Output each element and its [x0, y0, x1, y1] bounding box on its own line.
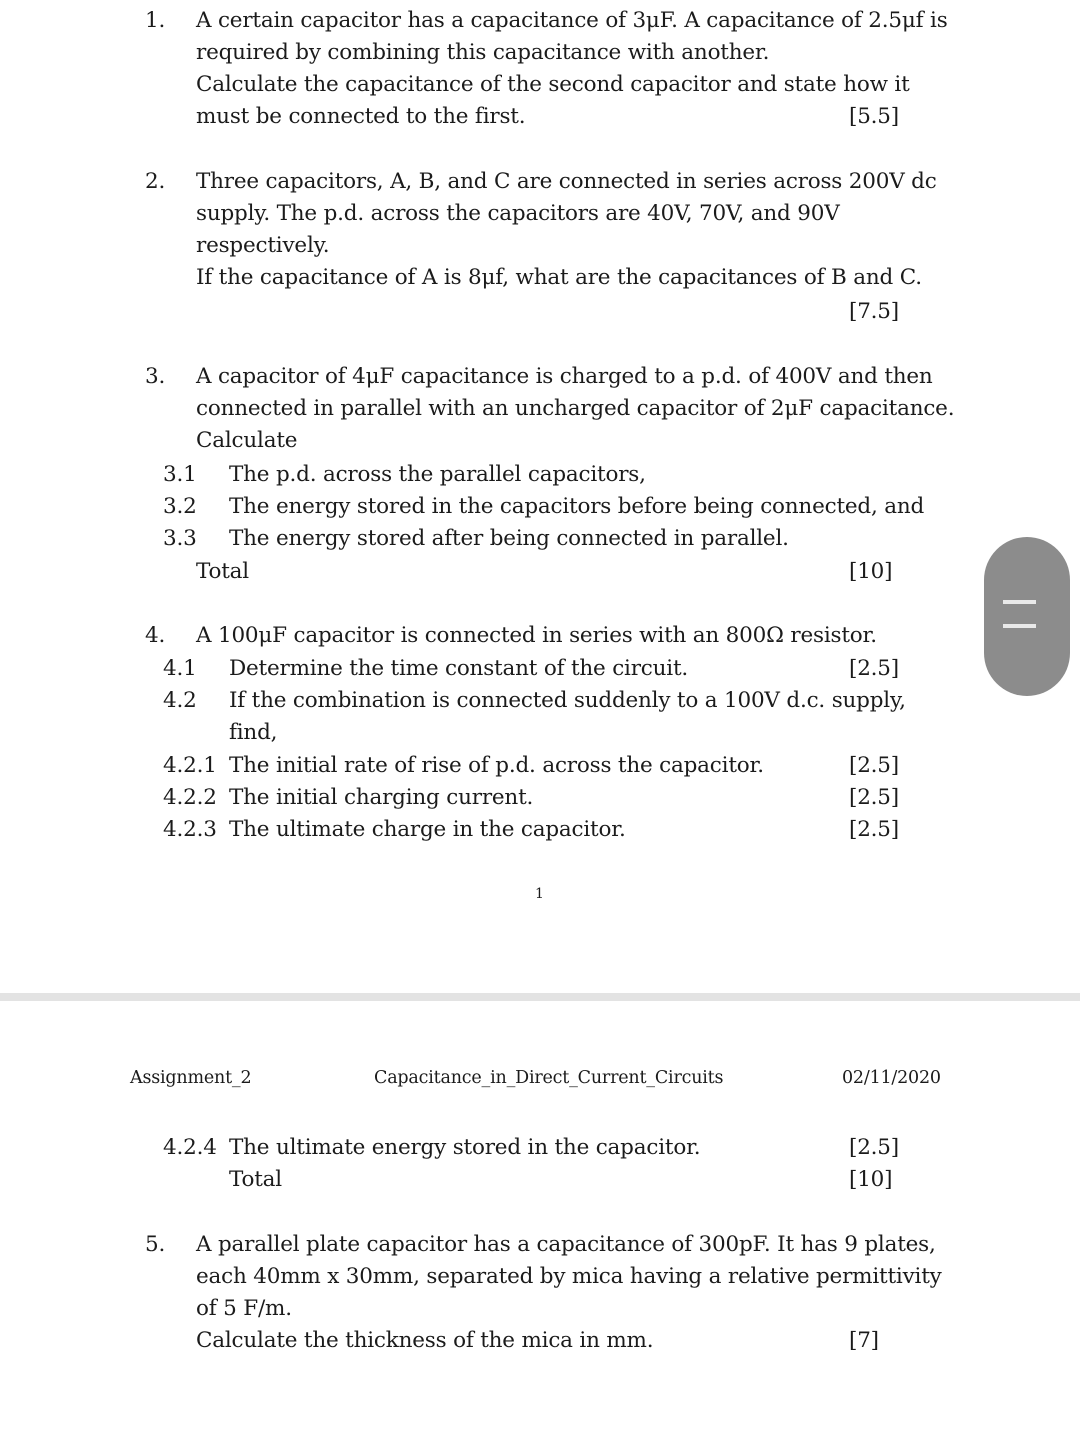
- total-label: Total: [196, 559, 249, 584]
- question-text-line: Calculate: [196, 428, 298, 453]
- sub-question-text: The energy stored after being connected in parallel.: [229, 526, 789, 551]
- page-number: 1: [535, 886, 544, 902]
- sub-question-number: 4.2.1: [163, 753, 217, 778]
- question-text-line: Calculate the thickness of the mica in mm.: [196, 1328, 654, 1353]
- question-text-line: supply. The p.d. across the capacitors are 40V, 70V, and 90V: [196, 201, 840, 226]
- sub-question-number: 4.1: [163, 656, 197, 681]
- question-text-line: Three capacitors, A, B, and C are connected in series across 200V dc: [196, 169, 937, 194]
- question-text-line: Calculate the capacitance of the second capacitor and state how it: [196, 72, 910, 97]
- question-text-line: of 5 F/m.: [196, 1296, 292, 1321]
- question-text-line: If the capacitance of A is 8μf, what are the capacitances of B and C.: [196, 265, 922, 290]
- marks-label: [2.5]: [849, 753, 899, 778]
- marks-label: [2.5]: [849, 817, 899, 842]
- question-text-line: A parallel plate capacitor has a capacitance of 300pF. It has 9 plates,: [196, 1232, 936, 1257]
- header-title: Capacitance_in_Direct_Current_Circuits: [374, 1068, 724, 1088]
- question-number: 4.: [145, 623, 166, 648]
- marks-label: [10]: [849, 559, 893, 584]
- marks-label: [5.5]: [849, 104, 899, 129]
- question-text-line: each 40mm x 30mm, separated by mica having a relative permittivity: [196, 1264, 942, 1289]
- marks-label: [7]: [849, 1328, 879, 1353]
- sub-question-text: If the combination is connected suddenly to a 100V d.c. supply,: [229, 688, 906, 713]
- sub-question-number: 4.2.3: [163, 817, 217, 842]
- scroll-handle[interactable]: [984, 537, 1070, 696]
- sub-question-number: 3.1: [163, 462, 197, 487]
- marks-label: [7.5]: [849, 299, 899, 324]
- marks-label: [10]: [849, 1167, 893, 1192]
- sub-question-text: The ultimate charge in the capacitor.: [229, 817, 626, 842]
- page-separator: [0, 993, 1080, 1001]
- question-number: 1.: [145, 8, 166, 33]
- sub-question-number: 3.2: [163, 494, 197, 519]
- marks-label: [2.5]: [849, 1135, 899, 1160]
- grip-line-icon: [1003, 600, 1036, 604]
- grip-line-icon: [1003, 624, 1036, 628]
- sub-question-text: The p.d. across the parallel capacitors,: [229, 462, 646, 487]
- question-text-line: must be connected to the first.: [196, 104, 526, 129]
- header-assignment: Assignment_2: [130, 1068, 252, 1088]
- sub-question-number: 4.2: [163, 688, 197, 713]
- question-text-line: A capacitor of 4μF capacitance is charged to a p.d. of 400V and then: [196, 364, 933, 389]
- question-number: 5.: [145, 1232, 166, 1257]
- question-text-line: A 100μF capacitor is connected in series with an 800Ω resistor.: [196, 623, 877, 648]
- header-date: 02/11/2020: [842, 1068, 941, 1088]
- question-text-line: A certain capacitor has a capacitance of 3μF. A capacitance of 2.5μf is: [196, 8, 948, 33]
- question-number: 2.: [145, 169, 166, 194]
- sub-question-number: 4.2.2: [163, 785, 217, 810]
- sub-question-number: 4.2.4: [163, 1135, 217, 1160]
- sub-question-text: The ultimate energy stored in the capacitor.: [229, 1135, 701, 1160]
- sub-question-text: The initial rate of rise of p.d. across the capacitor.: [229, 753, 764, 778]
- question-text-line: required by combining this capacitance with another.: [196, 40, 770, 65]
- sub-question-number: 3.3: [163, 526, 197, 551]
- marks-label: [2.5]: [849, 785, 899, 810]
- marks-label: [2.5]: [849, 656, 899, 681]
- document-page-2: [0, 1001, 1080, 1438]
- total-label: Total: [229, 1167, 282, 1192]
- sub-question-text: The energy stored in the capacitors before being connected, and: [229, 494, 925, 519]
- sub-question-text: find,: [229, 720, 278, 745]
- sub-question-text: The initial charging current.: [229, 785, 534, 810]
- sub-question-text: Determine the time constant of the circuit.: [229, 656, 689, 681]
- question-number: 3.: [145, 364, 166, 389]
- question-text-line: respectively.: [196, 233, 330, 258]
- question-text-line: connected in parallel with an uncharged capacitor of 2μF capacitance.: [196, 396, 955, 421]
